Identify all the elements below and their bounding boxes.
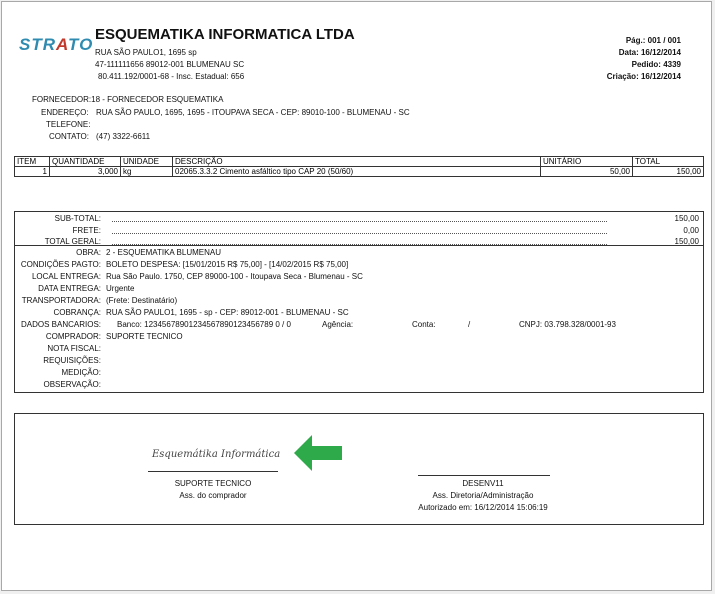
buyer-name: SUPORTE TECNICO [174, 479, 252, 488]
company-address: RUA SÃO PAULO1, 1695 sp [95, 48, 197, 57]
cell-descricao: 02065.3.3.2 Cimento asfáltico tipo CAP 20 (50/60) [173, 167, 541, 177]
director-name: DESENV11 [462, 479, 504, 488]
authorization-timestamp: Autorizado em: 16/12/2014 15:06:19 [418, 503, 548, 512]
subtotal-dots [112, 221, 607, 222]
total-label: TOTAL GERAL: [44, 237, 101, 246]
invoice-label: NOTA FISCAL: [47, 344, 101, 353]
table-row [15, 167, 704, 177]
col-unitario: UNITÁRIO [541, 157, 633, 167]
cell-quantidade: 3,000 [50, 167, 121, 177]
bank-label: DADOS BANCARIOS: [20, 320, 101, 329]
items-table [14, 156, 704, 177]
cell-unidade: kg [121, 167, 173, 177]
supplier-contact: (47) 3322-6611 [96, 132, 151, 141]
delivery-place-label: LOCAL ENTREGA: [31, 272, 101, 281]
billing-value: RUA SÃO PAULO1, 1695 - sp - CEP: 89012-001 - BLUMENAU - SC [106, 308, 349, 317]
director-role: Ass. Diretoria/Administração [432, 491, 534, 500]
creation-date: Criação: 16/12/2014 [606, 72, 681, 81]
buyer-label: COMPRADOR: [45, 332, 101, 341]
measurement-label: MEDIÇÃO: [61, 368, 101, 377]
subtotal-label: SUB-TOTAL: [54, 214, 101, 223]
supplier-contact-label: CONTATO: [49, 132, 89, 141]
cell-total: 150,00 [633, 167, 704, 177]
billing-label: COBRANÇA: [53, 308, 101, 317]
totals-divider [14, 245, 704, 246]
company-name: ESQUEMATIKA INFORMATICA LTDA [95, 26, 355, 43]
col-total: TOTAL [633, 157, 704, 167]
page-number: Pág.: 001 / 001 [625, 36, 681, 45]
delivery-place-value: Rua São Paulo. 1750, CEP 89000-100 - Itoupava Seca - Blumenau - SC [106, 272, 363, 281]
freight-dots [112, 233, 607, 234]
account-label: Conta: [412, 320, 436, 329]
buyer-signature: Esquemátika Informática [152, 449, 281, 460]
company-cnpj: 80.411.192/0001-68 - Insc. Estadual: 656 [98, 72, 245, 81]
carrier-label: TRANSPORTADORA: [21, 296, 101, 305]
company-phone-cep: 47-111111656 89012-001 BLUMENAU SC [95, 60, 245, 69]
supplier-address-label: ENDEREÇO: [41, 108, 89, 117]
subtotal-value: 150,00 [674, 214, 699, 223]
obra-label: OBRA: [76, 248, 101, 257]
supplier-address: RUA SÃO PAULO, 1695, 1695 - ITOUPAVA SECA - CEP: 89010-100 - BLUMENAU - SC [96, 108, 410, 117]
signature-box [14, 413, 704, 525]
document-page [1, 1, 712, 591]
obra-value: 2 - ESQUEMATIKA BLUMENAU [106, 248, 221, 257]
director-signature-line [418, 475, 550, 476]
items-header-row [15, 157, 704, 167]
col-item: ITEM [15, 157, 50, 167]
freight-label: FRETE: [72, 226, 101, 235]
supplier-name: FORNECEDOR:18 - FORNECEDOR ESQUEMATIKA [32, 95, 224, 104]
payment-value: BOLETO DESPESA: [15/01/2015 R$ 75,00] - [14/02/2015 R$ 75,00] [106, 260, 349, 269]
strato-logo: STRATO [19, 35, 94, 54]
delivery-date-value: Urgente [106, 284, 135, 293]
delivery-date-label: DATA ENTREGA: [38, 284, 101, 293]
green-arrow-icon [294, 435, 342, 471]
cell-unitario: 50,00 [541, 167, 633, 177]
supplier-phone-label: TELEFONE: [46, 120, 91, 129]
cnpj-value: CNPJ: 03.798.328/0001-93 [519, 320, 616, 329]
cell-item: 1 [15, 167, 50, 177]
total-value: 150,00 [674, 237, 699, 246]
requisitions-label: REQUISIÇÕES: [43, 356, 101, 365]
buyer-role: Ass. do comprador [179, 491, 247, 500]
col-descricao: DESCRIÇÃO [173, 157, 541, 167]
buyer-signature-line [148, 471, 278, 472]
carrier-value: (Frete: Destinatário) [106, 296, 178, 305]
order-number: Pedido: 4339 [631, 60, 681, 69]
agency-label: Agência: [322, 320, 354, 329]
total-dots [112, 244, 607, 245]
order-date: Data: 16/12/2014 [618, 48, 681, 57]
notes-label: OBSERVAÇÃO: [43, 380, 101, 389]
account-slash: / [468, 320, 471, 329]
freight-value: 0,00 [683, 226, 699, 235]
buyer-value: SUPORTE TECNICO [106, 332, 183, 341]
payment-label: CONDIÇÕES PAGTO: [20, 260, 101, 269]
col-quantidade: QUANTIDADE [50, 157, 121, 167]
col-unidade: UNIDADE [121, 157, 173, 167]
bank-value: Banco: 12345678901234567890123456789 0 / 0 [117, 320, 291, 329]
